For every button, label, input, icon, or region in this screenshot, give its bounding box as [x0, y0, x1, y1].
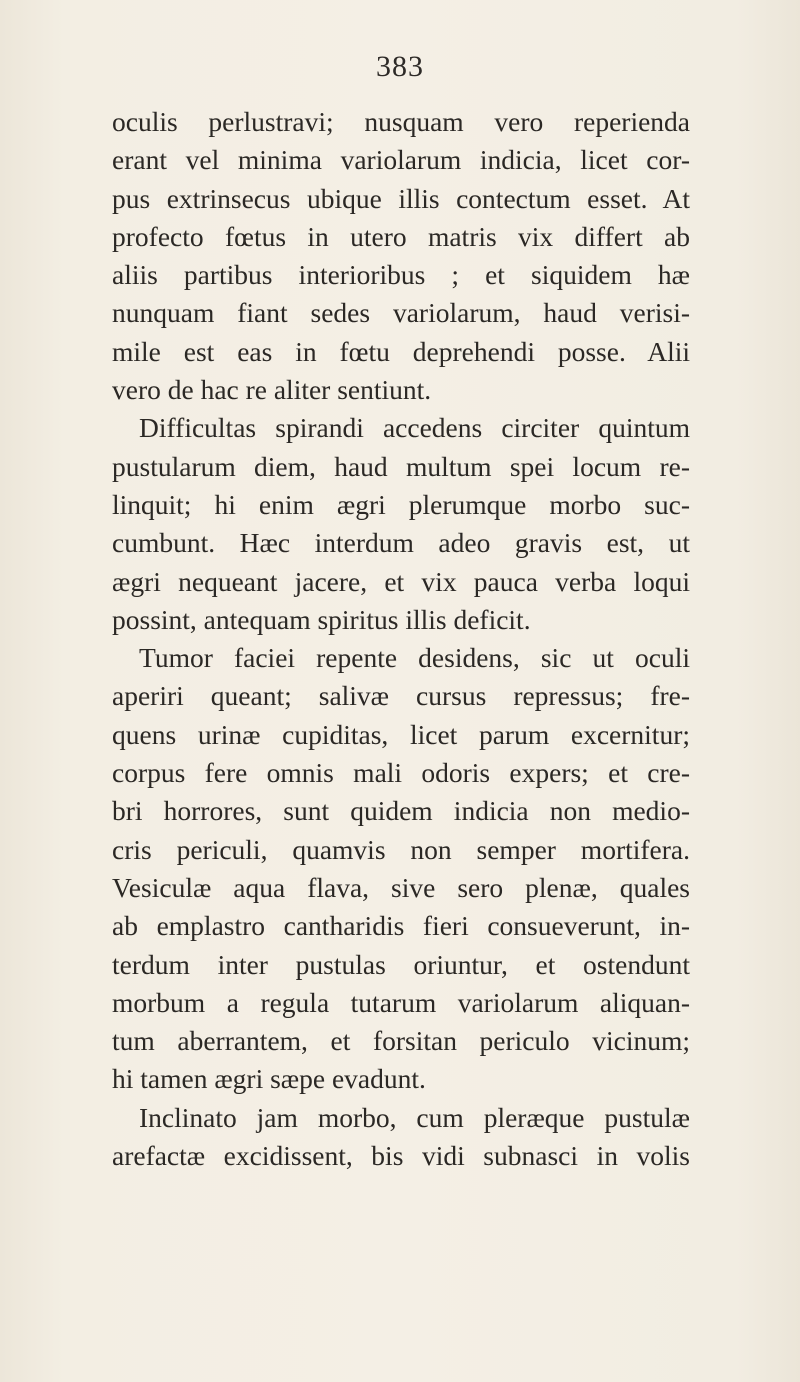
text-line: aliis partibus interioribus ; et siquidem hæ: [112, 259, 690, 291]
text-line: arefactæ excidissent, bis vidi subnasci in volis: [112, 1140, 690, 1172]
text-line: profecto fœtus in utero matris vix differt ab: [112, 220, 690, 252]
text-line: possint, antequam spiritus illis deficit.: [112, 603, 531, 635]
text-line: cris periculi, quamvis non semper mortifera.: [112, 833, 690, 865]
text-line: Difficultas spirandi accedens circiter quintum: [139, 412, 690, 444]
text-line: bri horrores, sunt quidem indicia non medio-: [112, 795, 690, 827]
text-line: mile est eas in fœtu deprehendi posse. Alii: [112, 335, 690, 367]
text-line: aperiri queant; salivæ cursus repressus; fre-: [112, 680, 690, 712]
text-line: tum aberrantem, et forsitan periculo vicinum;: [112, 1025, 690, 1057]
text-line: quens urinæ cupiditas, licet parum excernitur;: [112, 718, 690, 750]
text-line: corpus fere omnis mali odoris expers; et cre-: [112, 757, 690, 789]
text-line: morbum a regula tutarum variolarum aliquan-: [112, 986, 690, 1018]
text-line: Vesiculæ aqua flava, sive sero plenæ, quales: [112, 871, 690, 903]
body-text: [112, 103, 690, 1175]
text-line: ægri nequeant jacere, et vix pauca verba loqui: [112, 565, 690, 597]
text-line: terdum inter pustulas oriuntur, et ostendunt: [112, 948, 690, 980]
text-line: hi tamen ægri sæpe evadunt.: [112, 1063, 426, 1095]
text-line: pus extrinsecus ubique illis contectum esset. At: [112, 182, 690, 214]
text-line: Tumor faciei repente desidens, sic ut oculi: [139, 642, 690, 674]
page-number: 383: [376, 50, 424, 83]
text-line: nunquam fiant sedes variolarum, haud verisi-: [112, 297, 690, 329]
text-line: oculis perlustravi; nusquam vero reperienda: [112, 106, 690, 137]
text-line: vero de hac re aliter sentiunt.: [112, 374, 432, 406]
text-line: cumbunt. Hæc interdum adeo gravis est, ut: [112, 527, 690, 559]
text-line: erant vel minima variolarum indicia, licet cor-: [112, 144, 690, 176]
text-line: Inclinato jam morbo, cum pleræque pustulæ: [139, 1101, 690, 1133]
text-line: ab emplastro cantharidis fieri consueverunt, in-: [112, 910, 690, 942]
text-line: linquit; hi enim ægri plerumque morbo suc-: [112, 488, 690, 520]
text-line: pustularum diem, haud multum spei locum re-: [112, 450, 690, 482]
